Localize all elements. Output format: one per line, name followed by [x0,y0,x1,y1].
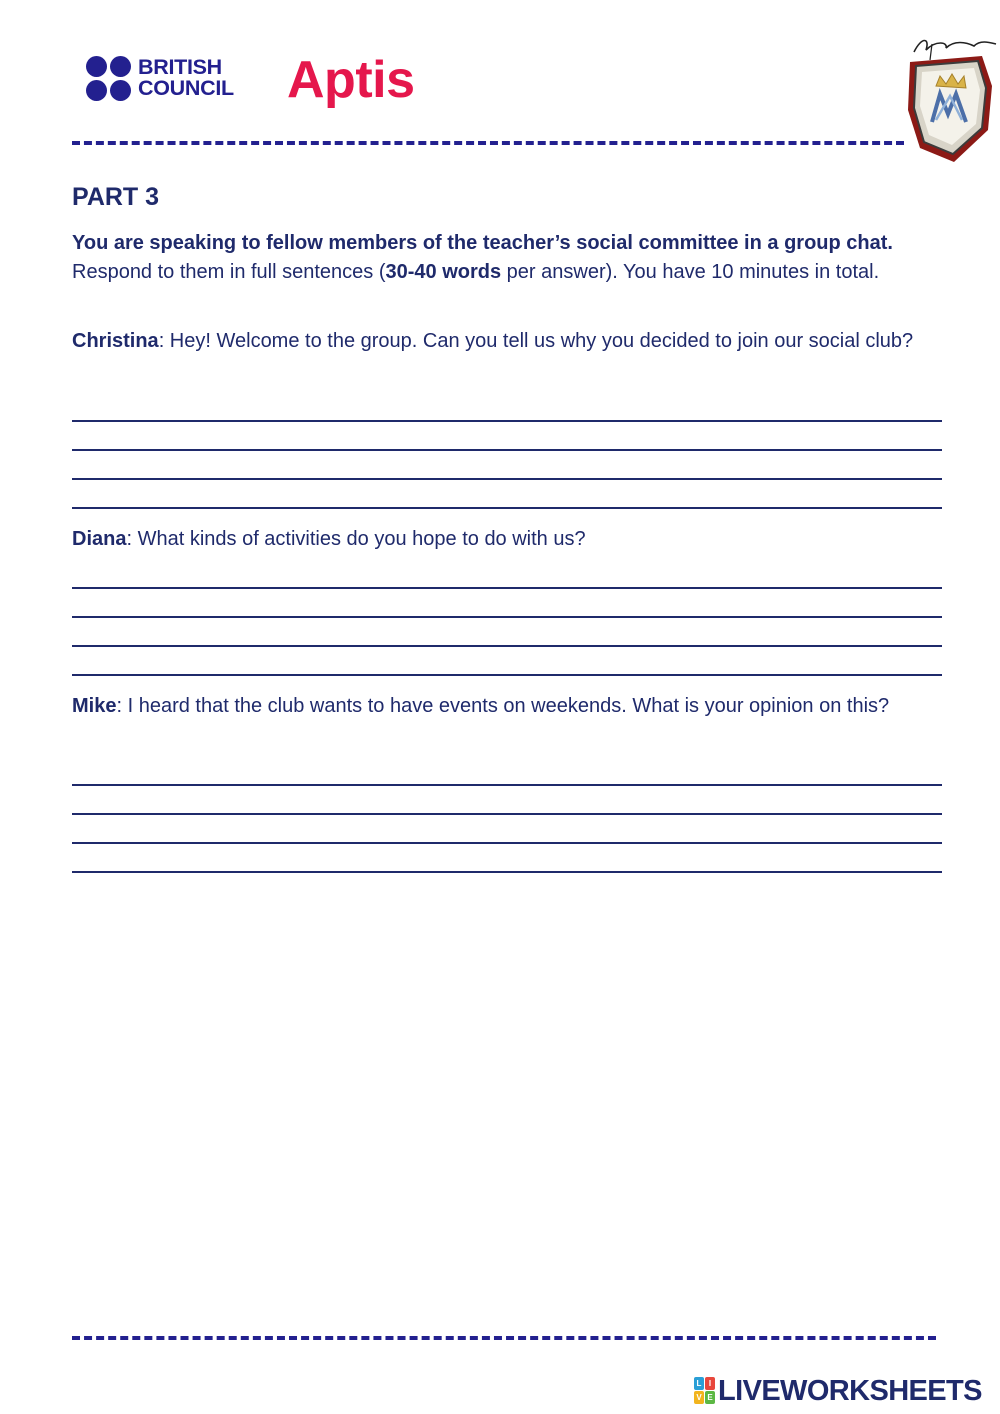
instructions [72,229,942,287]
answer-line[interactable] [72,616,942,618]
answer-line[interactable] [72,813,942,815]
answer-line[interactable] [72,871,942,873]
answer-line[interactable] [72,842,942,844]
liveworksheets-text: LIVEWORKSHEETS [718,1375,982,1407]
answer-line[interactable] [72,674,942,676]
question-mike [72,692,942,721]
instructions-bold: You are speaking to fellow members of the teacher’s social committee in a group chat. [72,232,893,254]
answer-line[interactable] [72,587,942,589]
word-count: 30-40 words [385,261,502,283]
speaker-name: Christina [72,330,159,352]
montfort-crest-icon [896,30,1000,170]
footer-divider [72,1336,936,1344]
answer-line[interactable] [72,449,942,451]
british-council-dots-icon [86,56,134,104]
instructions-text-1: Respond to them in full sentences ( [72,261,386,283]
liveworksheets-blocks-icon: L I V E [694,1377,716,1405]
instructions-text-2: per answer). You have 10 minutes in total. [501,261,880,283]
page-title: PART 3 [72,183,160,211]
question-text: : I heard that the club wants to have events on weekends. What is your opinion on this? [116,695,890,717]
answer-line[interactable] [72,784,942,786]
british-council-logo [86,56,246,104]
british-council-line1: BRITISH [138,55,222,79]
answer-line[interactable] [72,420,942,422]
british-council-line2: COUNCIL [138,76,234,100]
question-text: : What kinds of activities do you hope to do with us? [126,528,586,550]
header-divider [72,141,904,149]
answer-line[interactable] [72,478,942,480]
question-diana [72,525,942,554]
question-christina [72,327,942,356]
answer-line[interactable] [72,507,942,509]
speaker-name: Diana [72,528,127,550]
aptis-logo: Aptis [287,51,415,109]
speaker-name: Mike [72,695,117,717]
liveworksheets-logo[interactable] [694,1374,994,1408]
answer-line[interactable] [72,645,942,647]
question-text: : Hey! Welcome to the group. Can you tell us why you decided to join our social club? [158,330,914,352]
